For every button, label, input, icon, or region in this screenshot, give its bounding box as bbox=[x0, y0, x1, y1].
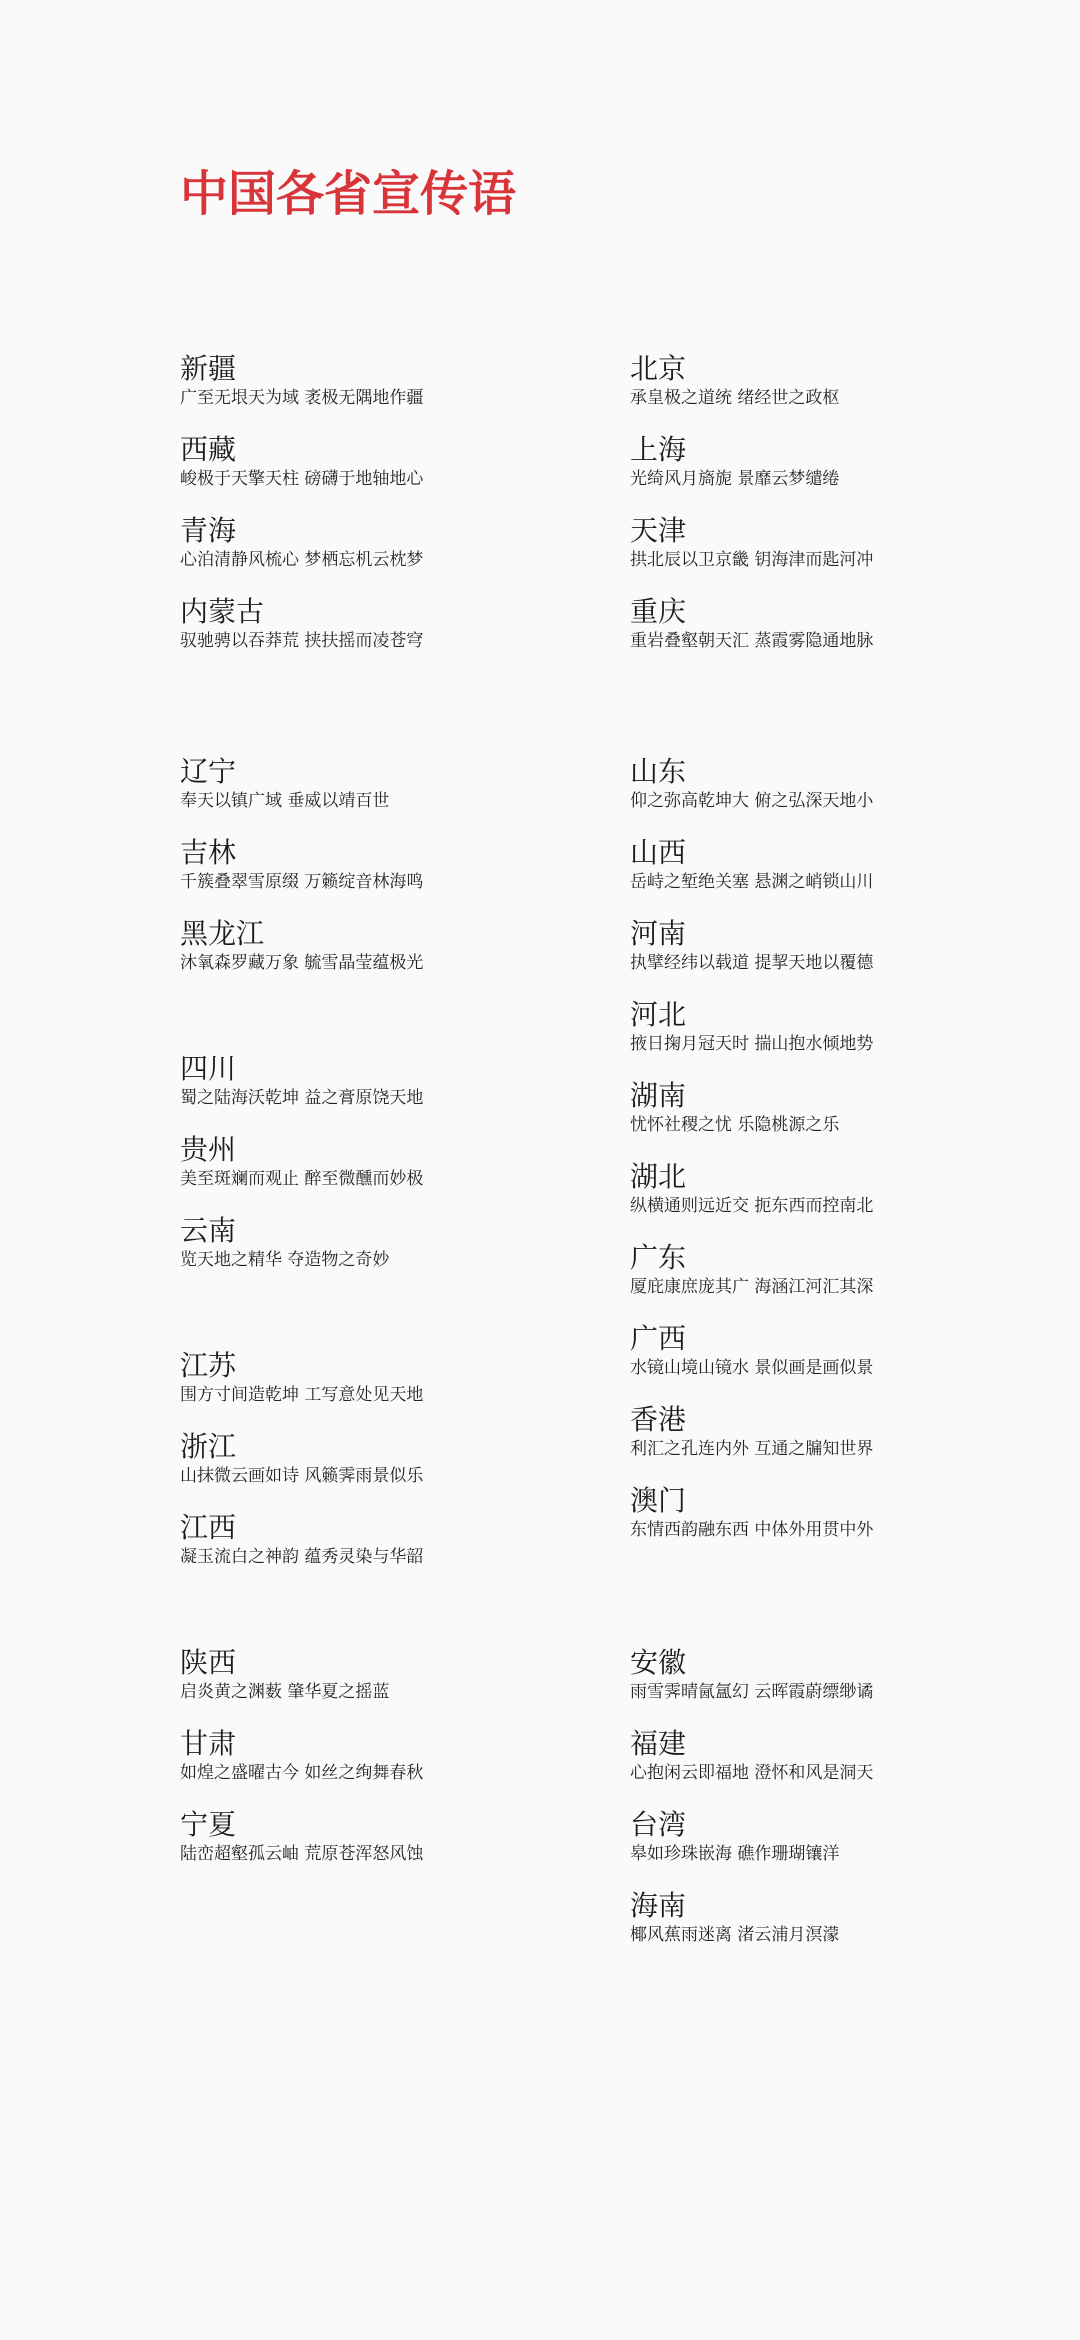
province-slogan: 陆峦超壑孤云岫 荒原苍浑怒风蚀 bbox=[180, 1844, 424, 1864]
province-slogan: 执擘经纬以载道 提挈天地以覆德 bbox=[630, 953, 874, 973]
province-name: 河南 bbox=[630, 917, 687, 950]
province-slogan: 椰风蕉雨迷离 渚云浦月溟濛 bbox=[630, 1925, 840, 1945]
province-entry bbox=[630, 1241, 1060, 1299]
province-entry bbox=[630, 1403, 1060, 1461]
province-entry bbox=[180, 1133, 610, 1191]
province-name: 天津 bbox=[630, 514, 687, 547]
province-name: 河北 bbox=[630, 998, 687, 1031]
province-entry bbox=[630, 1727, 1060, 1785]
province-entry bbox=[630, 1484, 1060, 1542]
province-slogan: 仰之弥高乾坤大 俯之弘深天地小 bbox=[630, 791, 874, 811]
province-slogan: 奉天以镇广域 垂威以靖百世 bbox=[180, 791, 390, 811]
province-slogan: 水镜山境山镜水 景似画是画似景 bbox=[630, 1358, 874, 1378]
province-name: 新疆 bbox=[180, 352, 237, 385]
province-slogan: 拱北辰以卫京畿 钥海津而匙河冲 bbox=[630, 550, 874, 570]
province-name: 香港 bbox=[630, 1403, 687, 1436]
province-entry bbox=[180, 1808, 610, 1866]
province-entry bbox=[630, 514, 1060, 572]
province-name: 西藏 bbox=[180, 433, 237, 466]
province-entry bbox=[180, 1214, 610, 1272]
province-name: 云南 bbox=[180, 1214, 237, 1247]
province-entry bbox=[630, 1808, 1060, 1866]
province-entry bbox=[630, 595, 1060, 653]
province-slogan: 凝玉流白之神韵 蕴秀灵染与华韶 bbox=[180, 1547, 424, 1567]
province-slogan: 光绮风月旖旎 景靡云梦缱绻 bbox=[630, 469, 840, 489]
province-slogan: 东情西韵融东西 中体外用贯中外 bbox=[630, 1520, 874, 1540]
province-entry bbox=[630, 836, 1060, 894]
province-slogan: 掖日掬月冠天时 揣山抱水倾地势 bbox=[630, 1034, 874, 1054]
province-slogan: 千簇叠翠雪原缀 万籁绽音林海鸣 bbox=[180, 872, 424, 892]
province-slogan: 雨雪霁晴氤氲幻 云晖霞蔚缥缈谲 bbox=[630, 1682, 874, 1702]
province-entry bbox=[630, 1889, 1060, 1947]
province-entry bbox=[180, 917, 610, 975]
province-name: 山西 bbox=[630, 836, 687, 869]
province-name: 宁夏 bbox=[180, 1808, 237, 1841]
province-name: 澳门 bbox=[630, 1484, 687, 1517]
province-slogan: 利汇之孔连内外 互通之牖知世界 bbox=[630, 1439, 874, 1459]
province-name: 青海 bbox=[180, 514, 237, 547]
province-entry bbox=[180, 514, 610, 572]
province-entry bbox=[180, 836, 610, 894]
province-entry bbox=[630, 755, 1060, 813]
province-name: 江西 bbox=[180, 1511, 237, 1544]
province-name: 黑龙江 bbox=[180, 917, 265, 950]
province-entry bbox=[630, 998, 1060, 1056]
province-name: 重庆 bbox=[630, 595, 687, 628]
province-slogan: 承皇极之道统 绪经世之政枢 bbox=[630, 388, 840, 408]
province-name: 山东 bbox=[630, 755, 687, 788]
province-entry bbox=[180, 1727, 610, 1785]
province-slogan: 岳峙之堑绝关塞 悬渊之峭锁山川 bbox=[630, 872, 874, 892]
province-entry bbox=[180, 352, 610, 410]
page-title: 中国各省宣传语 bbox=[180, 166, 517, 222]
province-slogan: 围方寸间造乾坤 工写意处见天地 bbox=[180, 1385, 424, 1405]
province-name: 辽宁 bbox=[180, 755, 237, 788]
province-entry bbox=[180, 1646, 610, 1704]
province-slogan: 览天地之精华 夺造物之奇妙 bbox=[180, 1250, 390, 1270]
province-entry bbox=[180, 595, 610, 653]
province-slogan: 心泊清静风梳心 梦栖忘机云枕梦 bbox=[180, 550, 424, 570]
province-slogan: 蜀之陆海沃乾坤 益之膏原饶天地 bbox=[180, 1088, 424, 1108]
province-name: 北京 bbox=[630, 352, 687, 385]
province-slogan: 厦庇康庶庞其广 海涵江河汇其深 bbox=[630, 1277, 874, 1297]
province-name: 湖北 bbox=[630, 1160, 687, 1193]
province-name: 甘肃 bbox=[180, 1727, 237, 1760]
province-name: 贵州 bbox=[180, 1133, 237, 1166]
province-entry bbox=[630, 1646, 1060, 1704]
province-name: 湖南 bbox=[630, 1079, 687, 1112]
province-slogan: 纵横通则远近交 扼东西而控南北 bbox=[630, 1196, 874, 1216]
province-name: 浙江 bbox=[180, 1430, 237, 1463]
province-slogan: 启炎黄之渊薮 肇华夏之摇蓝 bbox=[180, 1682, 390, 1702]
province-slogan: 皋如珍珠嵌海 礁作珊瑚镶洋 bbox=[630, 1844, 840, 1864]
province-slogan: 如煌之盛曜古今 如丝之绚舞春秋 bbox=[180, 1763, 424, 1783]
province-name: 安徽 bbox=[630, 1646, 687, 1679]
province-entry bbox=[180, 1349, 610, 1407]
province-entry bbox=[180, 1511, 610, 1569]
province-slogan: 心抱闲云即福地 澄怀和风是洞天 bbox=[630, 1763, 874, 1783]
province-name: 吉林 bbox=[180, 836, 237, 869]
province-name: 福建 bbox=[630, 1727, 687, 1760]
province-entry bbox=[630, 1079, 1060, 1137]
province-name: 四川 bbox=[180, 1052, 237, 1085]
province-entry bbox=[180, 755, 610, 813]
province-name: 台湾 bbox=[630, 1808, 687, 1841]
province-entry bbox=[180, 1052, 610, 1110]
province-slogan: 忧怀社稷之忧 乐隐桃源之乐 bbox=[630, 1115, 840, 1135]
province-entry bbox=[630, 433, 1060, 491]
province-slogan: 美至斑斓而观止 醉至微醺而妙极 bbox=[180, 1169, 424, 1189]
province-name: 江苏 bbox=[180, 1349, 237, 1382]
province-entry bbox=[630, 352, 1060, 410]
province-name: 内蒙古 bbox=[180, 595, 265, 628]
province-name: 海南 bbox=[630, 1889, 687, 1922]
province-slogan: 峻极于天擎天柱 磅礴于地轴地心 bbox=[180, 469, 424, 489]
province-entry bbox=[630, 917, 1060, 975]
province-entry bbox=[630, 1160, 1060, 1218]
province-slogan: 沐氧森罗藏万象 毓雪晶莹蕴极光 bbox=[180, 953, 424, 973]
province-slogan: 驭驰骋以吞莽荒 挟扶摇而凌苍穹 bbox=[180, 631, 424, 651]
province-entry bbox=[180, 433, 610, 491]
province-name: 陕西 bbox=[180, 1646, 237, 1679]
province-entry bbox=[630, 1322, 1060, 1380]
province-slogan: 广至无垠天为域 袤极无隅地作疆 bbox=[180, 388, 424, 408]
province-name: 广西 bbox=[630, 1322, 687, 1355]
province-name: 上海 bbox=[630, 433, 687, 466]
province-entry bbox=[180, 1430, 610, 1488]
province-slogan: 重岩叠壑朝天汇 蒸霞雾隐通地脉 bbox=[630, 631, 874, 651]
province-slogan: 山抹微云画如诗 风籁霁雨景似乐 bbox=[180, 1466, 424, 1486]
province-name: 广东 bbox=[630, 1241, 687, 1274]
